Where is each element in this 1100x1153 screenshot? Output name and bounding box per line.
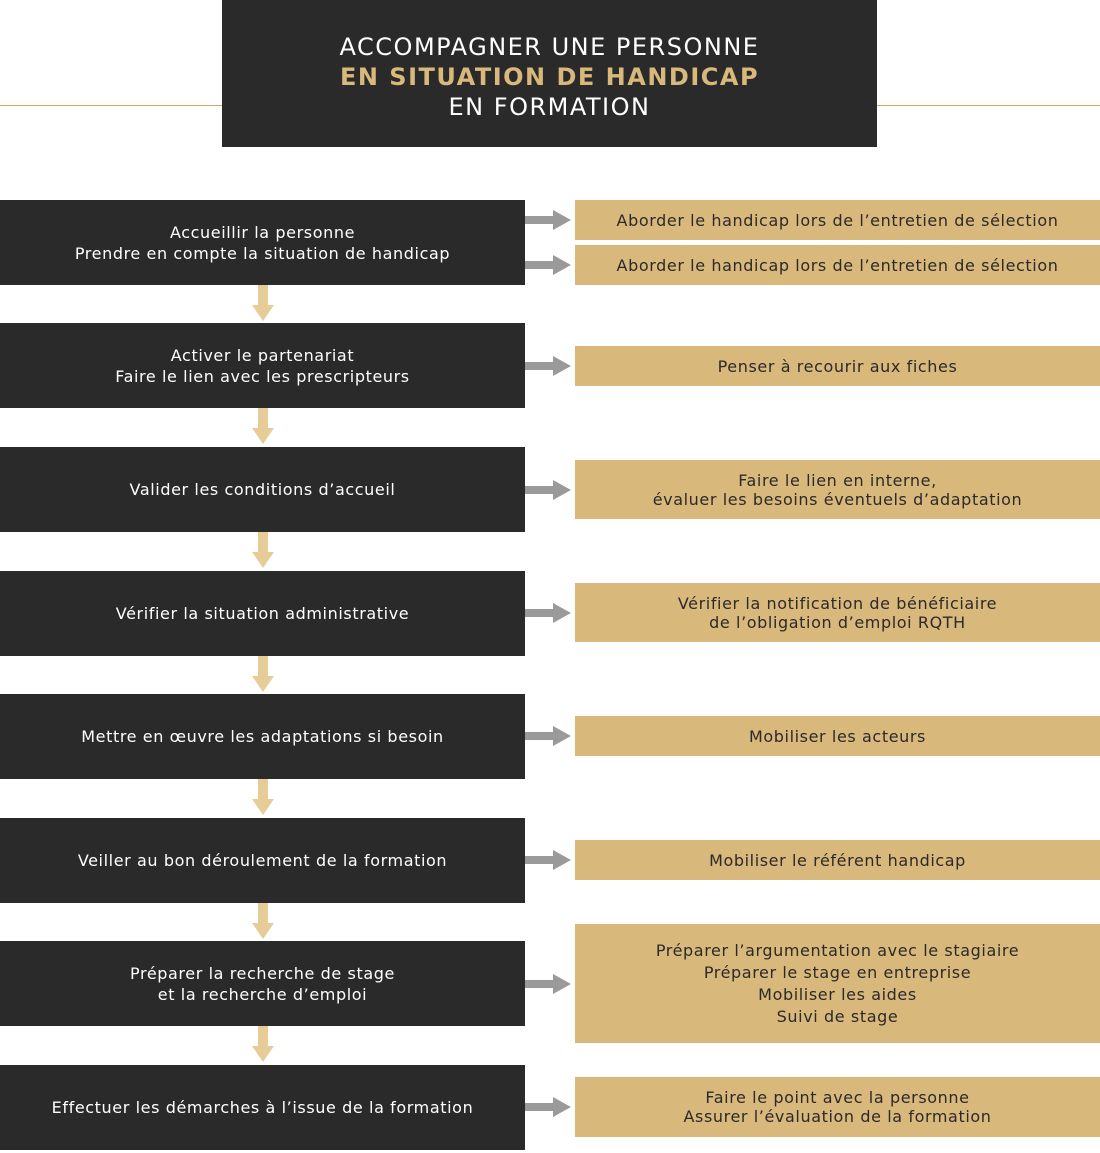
action-text-line: Mobiliser les aides [758, 984, 917, 1004]
header-rule-right [877, 105, 1100, 106]
step-text-line: Vérifier la situation administrative [115, 604, 410, 623]
step-box-8 [0, 1065, 525, 1150]
down-arrow-icon [252, 656, 274, 692]
title-line-1: ACCOMPAGNER UNE PERSONNE [339, 33, 760, 61]
step-text-line: et la recherche d’emploi [157, 984, 368, 1004]
action-text-line: Faire le point avec la personne [705, 1088, 970, 1107]
down-arrow-icon [252, 285, 274, 321]
right-arrow-icon [525, 255, 571, 275]
action-text-line: Mobiliser le référent handicap [709, 850, 966, 870]
step-box-1 [0, 200, 525, 285]
right-arrow-icon [525, 850, 571, 870]
down-arrow-icon [252, 408, 274, 444]
action-text-line: Penser à recourir aux fiches [717, 356, 958, 376]
step-box-5 [0, 694, 525, 779]
right-arrow-icon [525, 603, 571, 623]
action-text-line: Assurer l’évaluation de la formation [683, 1107, 992, 1126]
step-text-line: Effectuer les démarches à l’issue de la formation [51, 1098, 474, 1117]
action-text-line: Préparer le stage en entreprise [703, 962, 972, 982]
step-box-7 [0, 941, 525, 1026]
right-arrow-icon [525, 1097, 571, 1117]
step-box-3 [0, 447, 525, 532]
action-text-line: de l’obligation d’emploi RQTH [709, 612, 966, 632]
action-box-7 [575, 840, 1100, 880]
step-text-line: Prendre en compte la situation de handicap [74, 243, 451, 263]
action-text-line: Aborder le handicap lors de l’entretien de sélection [616, 255, 1059, 275]
step-text-line: Préparer la recherche de stage [130, 963, 395, 983]
down-arrow-icon [252, 903, 274, 939]
right-arrow-icon [525, 480, 571, 500]
action-text-line: Vérifier la notification de bénéficiaire [677, 593, 998, 613]
action-text-line: évaluer les besoins éventuels d’adaptation [652, 489, 1023, 509]
action-text-line: Suivi de stage [776, 1006, 899, 1026]
down-arrow-icon [252, 779, 274, 815]
right-arrow-icon [525, 356, 571, 376]
action-box-1 [575, 200, 1100, 240]
action-text-line: Faire le lien en interne, [738, 470, 937, 490]
action-text-line: Mobiliser les acteurs [748, 726, 926, 746]
action-box-8 [575, 924, 1100, 1043]
step-text-line: Mettre en œuvre les adaptations si besoin [81, 727, 444, 746]
title-line-2: EN SITUATION DE HANDICAP [339, 63, 760, 91]
action-box-5 [575, 583, 1100, 642]
action-box-2 [575, 245, 1100, 285]
action-box-6 [575, 716, 1100, 756]
action-box-3 [575, 346, 1100, 386]
step-box-2 [0, 323, 525, 408]
step-text-line: Veiller au bon déroulement de la formation [77, 851, 448, 870]
down-arrow-icon [252, 532, 274, 568]
down-arrow-icon [252, 1026, 274, 1062]
header-rule-left [0, 105, 222, 106]
right-arrow-icon [525, 726, 571, 746]
action-text-line: Préparer l’argumentation avec le stagiaire [655, 940, 1020, 960]
step-text-line: Valider les conditions d’accueil [129, 480, 396, 499]
action-box-9 [575, 1077, 1100, 1137]
right-arrow-icon [525, 974, 571, 994]
step-text-line: Faire le lien avec les prescripteurs [115, 366, 410, 386]
step-box-4 [0, 571, 525, 656]
step-box-6 [0, 818, 525, 903]
right-arrow-icon [525, 210, 571, 230]
step-text-line: Activer le partenariat [170, 345, 355, 365]
title-line-3: EN FORMATION [419, 92, 681, 122]
action-box-4 [575, 460, 1100, 519]
action-text-line: Aborder le handicap lors de l’entretien de sélection [616, 210, 1059, 230]
step-text-line: Accueillir la personne [169, 222, 356, 242]
title-banner [222, 0, 877, 147]
